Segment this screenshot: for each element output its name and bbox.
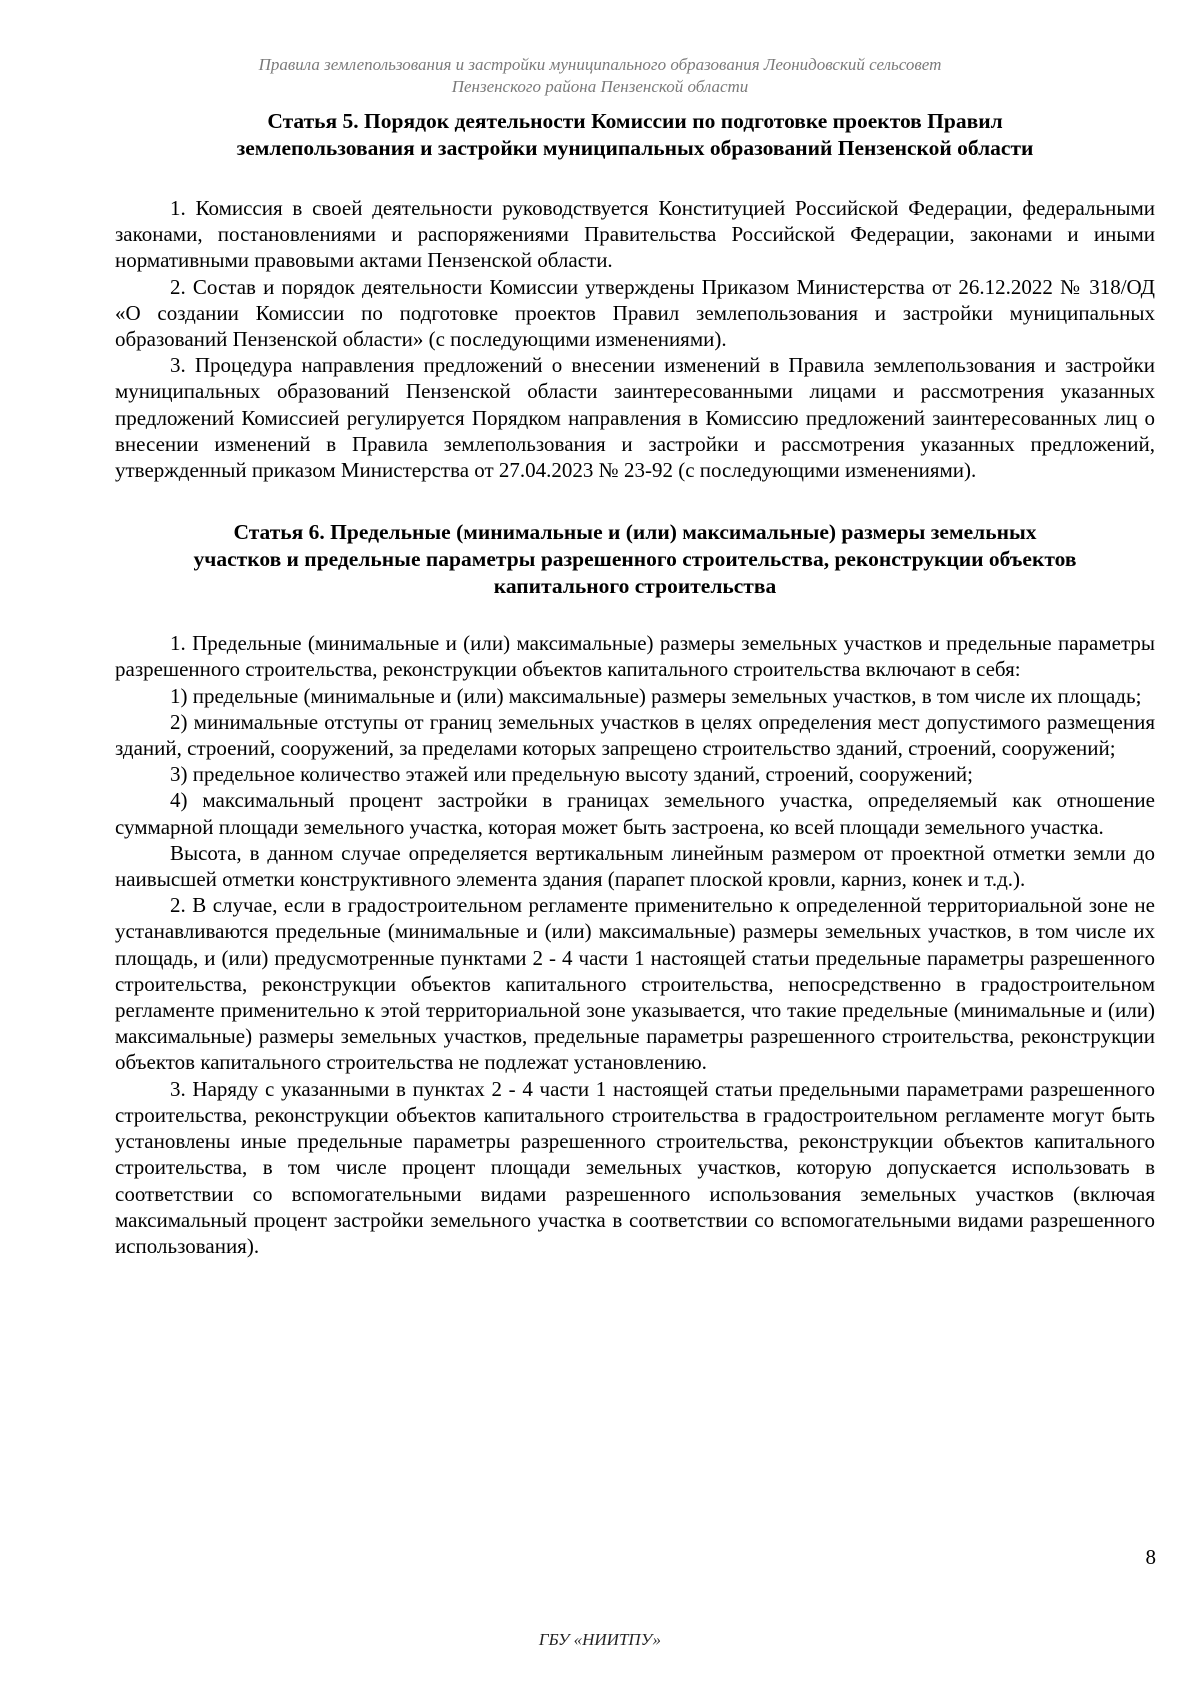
article-6-height-note: Высота, в данном случае определяется вертикальным линейным размером от проектной отметки земли до наивысшей отметки конструктивного элемента здания (парапет плоской кровли, карниз, конек и т.д.).	[115, 840, 1155, 892]
running-header	[150, 54, 1050, 98]
article-6-item-2: 2) минимальные отступы от границ земельных участков в целях определения мест допустимого размещения зданий, строений, сооружений, за пределами которых запрещено строительство зданий, строений, сооружений;	[115, 709, 1155, 761]
article-6-heading-line-1: Статья 6. Предельные (минимальные и (или) максимальные) размеры земельных	[233, 520, 1037, 545]
article-5-heading	[115, 108, 1155, 162]
article-5-paragraph-2: 2. Состав и порядок деятельности Комиссии утверждены Приказом Министерства от 26.12.2022 № 318/ОД «О создании Комиссии по подготовке проектов Правил землепользования и застройки муниципальных образований Пензенской области» (с последующими изменениями).	[115, 274, 1155, 352]
running-header-line-1: Правила землепользования и застройки муниципального образования Леонидовский сельсовет	[258, 55, 942, 74]
document-body	[115, 108, 1155, 1259]
running-header-line-2: Пензенского района Пензенской области	[451, 77, 749, 96]
article-6-heading-line-2: участков и предельные параметры разрешенного строительства, реконструкции объектов	[193, 547, 1077, 572]
article-6-item-1: 1) предельные (минимальные и (или) максимальные) размеры земельных участков, в том числе их площадь;	[170, 683, 1142, 708]
page-number: 8	[1145, 1545, 1156, 1569]
article-6-paragraph-1: 1. Предельные (минимальные и (или) максимальные) размеры земельных участков и предельные параметры разрешенного строительства, реконструкции объектов капитального строительства включают в себя:	[115, 631, 1155, 682]
article-5-paragraph-3: 3. Процедура направления предложений о внесении изменений в Правила землепользования и застройки муниципальных образований Пензенской области заинтересованными лицами и рассмотрения указанных предложений Комиссией регулируется Порядком направления в Комиссию предложений заинтересованных лиц о внесении изменений в Правила землепользования и застройки и рассмотрения указанных предложений, утвержденный приказом Министерства от 27.04.2023 № 23-92 (с последующими изменениями).	[115, 353, 1155, 483]
article-6-heading-line-3: капитального строительства	[493, 574, 777, 599]
article-5-paragraph-1: 1. Комиссия в своей деятельности руководствуется Конституцией Российской Федерации, федеральными законами, постановлениями и распоряжениями Правительства Российской Федерации, законами и иными нормативными правовыми актами Пензенской области.	[115, 196, 1155, 273]
article-6-heading	[115, 519, 1155, 600]
article-6-item-4: 4) максимальный процент застройки в границах земельного участка, определяемый как отношение суммарной площади земельного участка, которая может быть застроена, ко всей площади земельного участка.	[115, 788, 1155, 839]
page-footer: ГБУ «НИИТПУ»	[538, 1630, 662, 1649]
article-5-heading-line-2: землепользования и застройки муниципальных образований Пензенской области	[236, 136, 1034, 160]
article-5-heading-line-1: Статья 5. Порядок деятельности Комиссии по подготовке проектов Правил	[267, 109, 1003, 133]
article-6-paragraph-3: 3. Наряду с указанными в пунктах 2 - 4 части 1 настоящей статьи предельными параметрами разрешенного строительства, реконструкции объектов капитального строительства в градостроительном регламенте могут быть установлены иные предельные параметры разрешенного строительства, реконструкции объектов капитального строительства, в том числе процент площади земельных участков, которую допускается использовать в соответствии со вспомогательными видами разрешенного использования земельных участков (включая максимальный процент застройки земельного участка в соответствии со вспомогательными видами разрешенного использования).	[115, 1076, 1155, 1258]
article-6-paragraph-2: 2. В случае, если в градостроительном регламенте применительно к определенной территориальной зоне не устанавливаются предельные (минимальные и (или) максимальные) размеры земельных участков, в том числе их площадь, и (или) предусмотренные пунктами 2 - 4 части 1 настоящей статьи предельные параметры разрешенного строительства, реконструкции объектов капитального строительства, непосредственно в градостроительном регламенте применительно к этой территориальной зоне указывается, что такие предельные (минимальные и (или) максимальные) размеры земельных участков, предельные параметры разрешенного строительства, реконструкции объектов капитального строительства не подлежат установлению.	[115, 893, 1155, 1075]
article-6-item-3: 3) предельное количество этажей или предельную высоту зданий, строений, сооружений;	[170, 762, 973, 787]
